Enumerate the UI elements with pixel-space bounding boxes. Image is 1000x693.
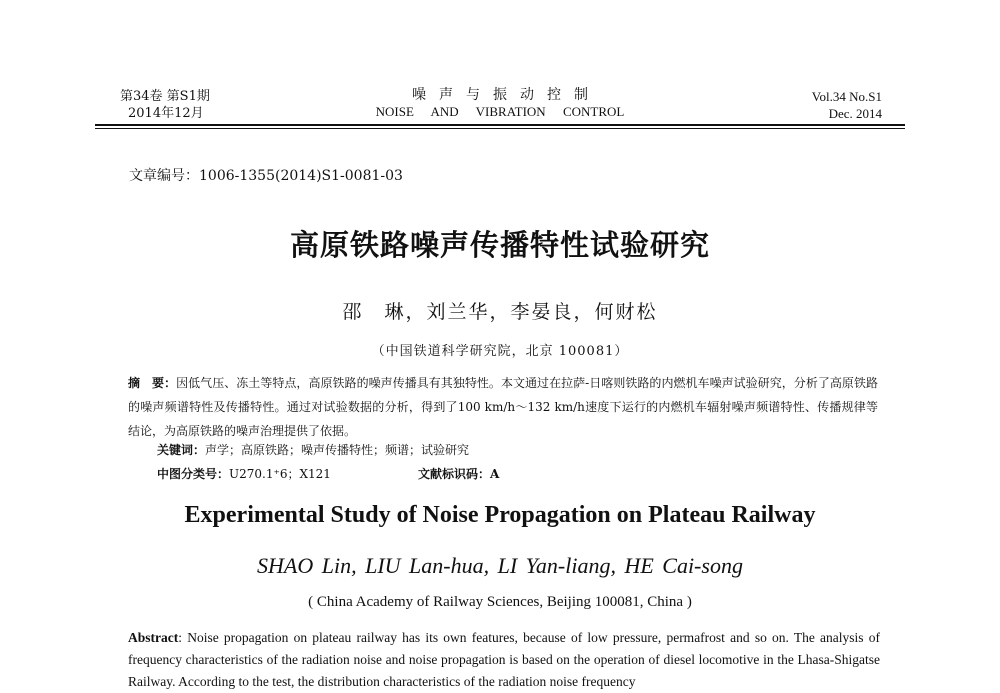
article-number: 文章编号：1006-1355(2014)S1-0081-03 [129, 168, 403, 184]
header-rule-thick [95, 124, 905, 126]
abstract-en-text: : Noise propagation on plateau railway has its own features, because of low pressure, permafrost and so on. The analysis of frequency characteristics of the radiation noise and noise propagation is based on the operation of diesel locomotive in the Lhasa-Shigatse Railway. According to the test, the distribution characteristics of the radiation noise frequency [128, 630, 880, 689]
abstract-en [128, 627, 880, 693]
paper-title-en: Experimental Study of Noise Propagation on Plateau Railway [184, 502, 816, 528]
date-cn: 2014年12月 [128, 106, 204, 121]
volume-issue-cn: 第34卷 第S1期 [120, 89, 210, 104]
keywords-cn [157, 441, 469, 458]
document-code-value: A [490, 467, 500, 481]
journal-header-left [120, 88, 210, 122]
authors-cn: 邵 琳，刘兰华，李晏良，何财松 [342, 301, 658, 323]
classification-label: 中图分类号： [157, 467, 230, 481]
abstract-cn-text: 因低气压、冻土等特点，高原铁路的噪声传播具有其独特性。本文通过在拉萨-日喀则铁路的内燃机车噪声试验研究，分析了高原铁路的噪声频谱特性及传播特性。通过对试验数据的分析，得到了100 km/h～132 km/h速度下运行的内燃机车辐射噪声频谱特性、传播规律等结论，为高原铁路的噪声治理提供了依据。 [128, 376, 878, 438]
abstract-cn [128, 371, 878, 443]
header-rule-thin [95, 128, 905, 129]
affiliation-cn: （中国铁道科学研究院，北京 100081） [371, 344, 629, 359]
paper-title-cn: 高原铁路噪声传播特性试验研究 [289, 228, 710, 262]
keywords-cn-label: 关键词： [157, 443, 206, 457]
document-code [418, 465, 499, 482]
classification-cn [157, 465, 331, 482]
document-code-label: 文献标识码： [418, 467, 491, 481]
date-en: Dec. 2014 [828, 106, 882, 121]
classification-value: U270.1⁺6；X121 [229, 467, 331, 481]
journal-header-center [340, 86, 660, 120]
journal-header-right [760, 88, 882, 122]
authors-en: SHAO Lin, LIU Lan-hua, LI Yan-liang, HE Cai-song [257, 553, 743, 578]
abstract-en-label: Abstract [128, 630, 179, 645]
keywords-cn-text: 声学；高原铁路；噪声传播特性；频谱；试验研究 [205, 443, 470, 457]
journal-name-cn: 噪声与振动控制 [412, 87, 601, 103]
affiliation-en: ( China Academy of Railway Sciences, Beijing 100081, China ) [308, 594, 692, 610]
journal-name-en: NOISE AND VIBRATION CONTROL [375, 104, 625, 119]
abstract-cn-label: 摘 要： [128, 376, 177, 390]
volume-en: Vol.34 No.S1 [811, 89, 882, 104]
